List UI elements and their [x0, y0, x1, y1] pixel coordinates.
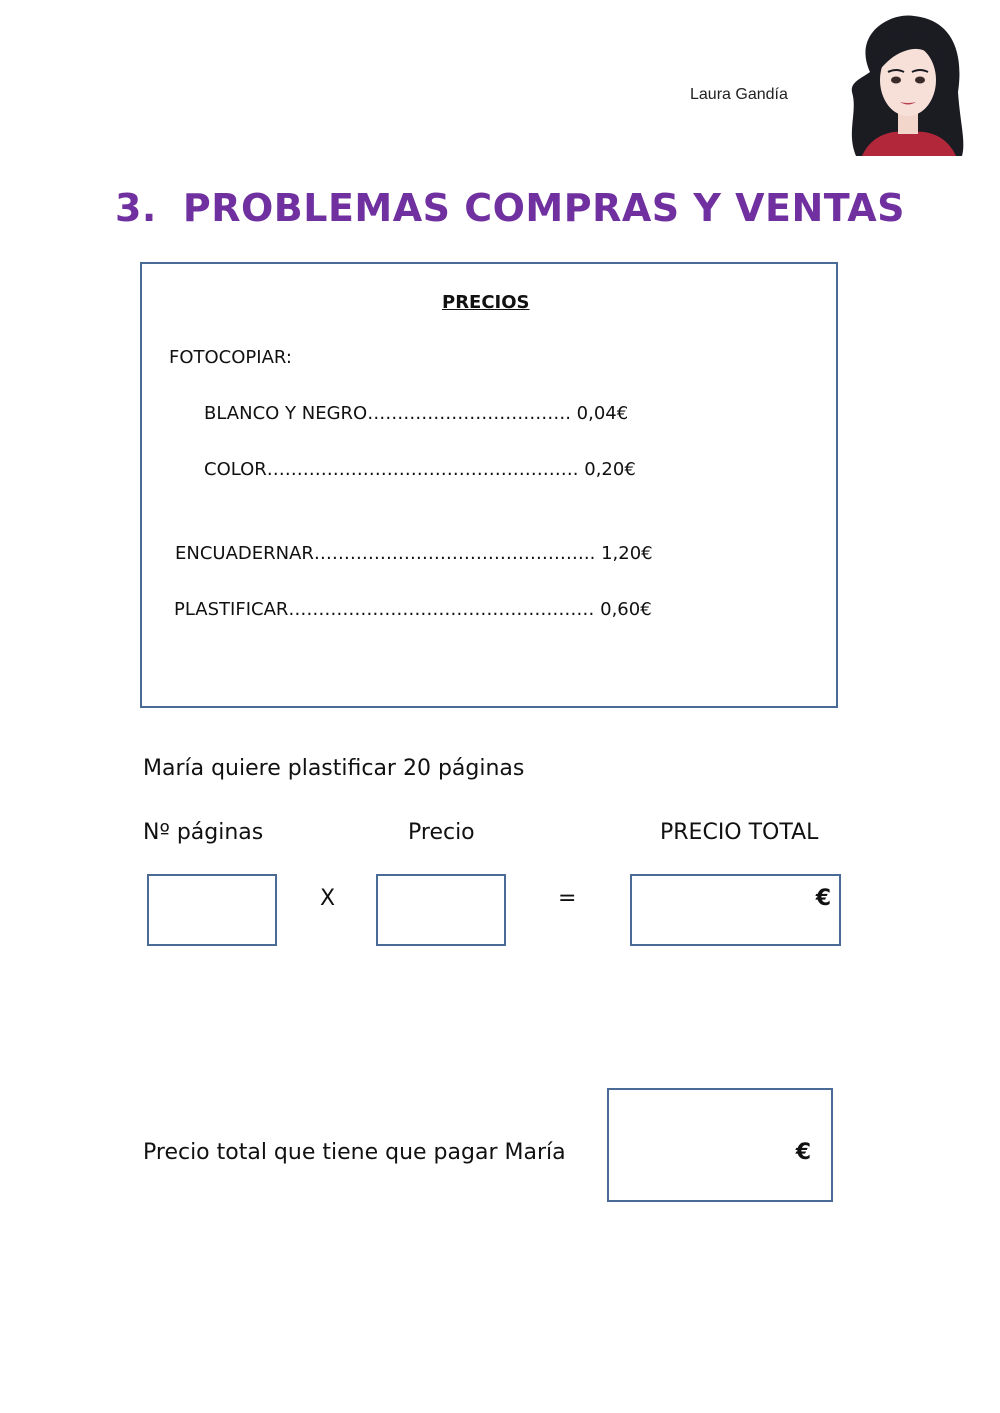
col-total-label: PRECIO TOTAL [660, 820, 819, 845]
final-currency-symbol: € [795, 1140, 811, 1165]
page-title [0, 186, 1000, 230]
author-avatar [842, 12, 972, 156]
total-currency-symbol: € [815, 886, 831, 911]
category-photocopy: FOTOCOPIAR: [169, 347, 292, 368]
price-item-bw: BLANCO Y NEGRO……………………………. 0,04€ [204, 403, 629, 424]
equals-symbol: = [558, 886, 577, 911]
problem-statement: María quiere plastificar 20 páginas [143, 756, 525, 781]
col-pages-label: Nº páginas [143, 820, 264, 845]
total-input-box[interactable] [630, 874, 841, 946]
pages-input-box[interactable] [147, 874, 277, 946]
price-list-box [140, 262, 838, 708]
price-item-binding: ENCUADERNAR……………………………………….. 1,20€ [175, 543, 653, 564]
price-input-box[interactable] [376, 874, 506, 946]
author-name: Laura Gandía [690, 86, 788, 103]
col-price-label: Precio [408, 820, 475, 845]
price-item-laminate: PLASTIFICAR…………………………………………… 0,60€ [174, 599, 652, 620]
final-answer-box[interactable] [607, 1088, 833, 1202]
title-text: PROBLEMAS COMPRAS Y VENTAS [182, 186, 906, 230]
price-list-heading: PRECIOS [442, 292, 530, 313]
times-symbol: X [320, 886, 336, 911]
title-number: 3. [114, 186, 157, 230]
price-item-color: COLOR……………………………………………. 0,20€ [204, 459, 636, 480]
final-answer-label: Precio total que tiene que pagar María [143, 1140, 566, 1165]
